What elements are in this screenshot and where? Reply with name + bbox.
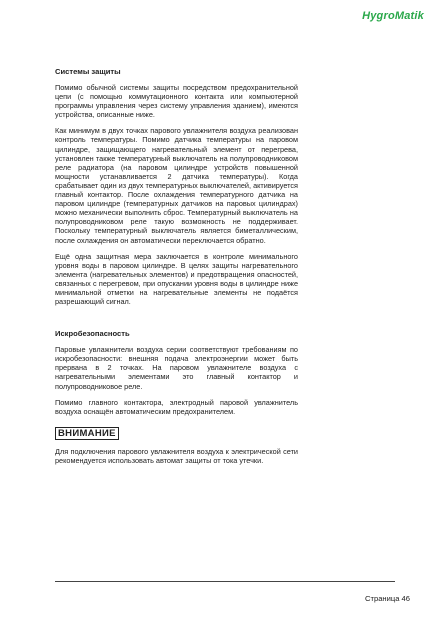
paragraph: Паровые увлажнители воздуха серии соответствуют требованиям по искробезопасности: внешняя подача электроэнергии может быть прервана в 2 точках. На паровом увлажнителе воздуха с нагревательными элементами это главный контактор и полупроводниковое реле.	[55, 345, 298, 391]
warning-block	[55, 423, 298, 441]
warning-label: ВНИМАНИЕ	[55, 427, 119, 440]
paragraph: Помимо главного контактора, электродный паровой увлажнитель воздуха оснащён автоматическим предохранителем.	[55, 397, 298, 416]
paragraph: Ещё одна защитная мера заключается в контроле минимального уровня воды в паровом цилиндре. В целях защиты нагревательного элемента (нагревательных элементов) и предотвращения опасностей, связанных с перегревом, при опускании уровня воды в цилиндре ниже минимальной отметки на нагревательные элементы не подаётся разрешающий сигнал.	[55, 251, 298, 307]
paragraph: Помимо обычной системы защиты посредством предохранительной цепи (с помощью коммутационного контакта или компьютерной программы управления через систему управления зданием), имеются устройства, описанные ниже.	[55, 83, 298, 120]
section-heading-spark-safety: Искробезопасность	[55, 329, 130, 339]
hygromatik-logo	[362, 10, 424, 22]
logo-matik-text: Matik	[394, 10, 424, 22]
footer-divider	[55, 581, 395, 582]
warning-text: Для подключения парового увлажнителя воздуха к электрической сети рекомендуется использовать автомат защиты от тока утечки.	[55, 446, 298, 465]
main-content	[55, 67, 298, 472]
logo-hygro-text: Hygro	[362, 10, 395, 22]
section-heading-protection: Системы защиты	[55, 67, 121, 76]
paragraph: Как минимум в двух точках парового увлажнителя воздуха реализован контроль температуры. Помимо датчика температуры на паровом цилиндре, защищающего нагревательный элемент от перегрева, установлен также температурный выключатель на полупроводниковом реле радиатора (на паровом цилиндре устройств повышенной мощности устанавливается 2 датчика температуры). Когда срабатывает один из двух температурных выключателей, активируется главный контактор. После охлаждения температурного датчика на паровом цилиндре (температурных датчиков на паровых цилиндрах) можно механически выполнить сброс. Температурный выключатель на полупроводниковом реле такую возможность не поддерживает. Поскольку температурный выключатель является биметаллическим, после охлаждения он автоматически переключается обратно.	[55, 126, 298, 245]
spacer	[55, 313, 298, 329]
page-number: Страница 46	[365, 594, 410, 603]
